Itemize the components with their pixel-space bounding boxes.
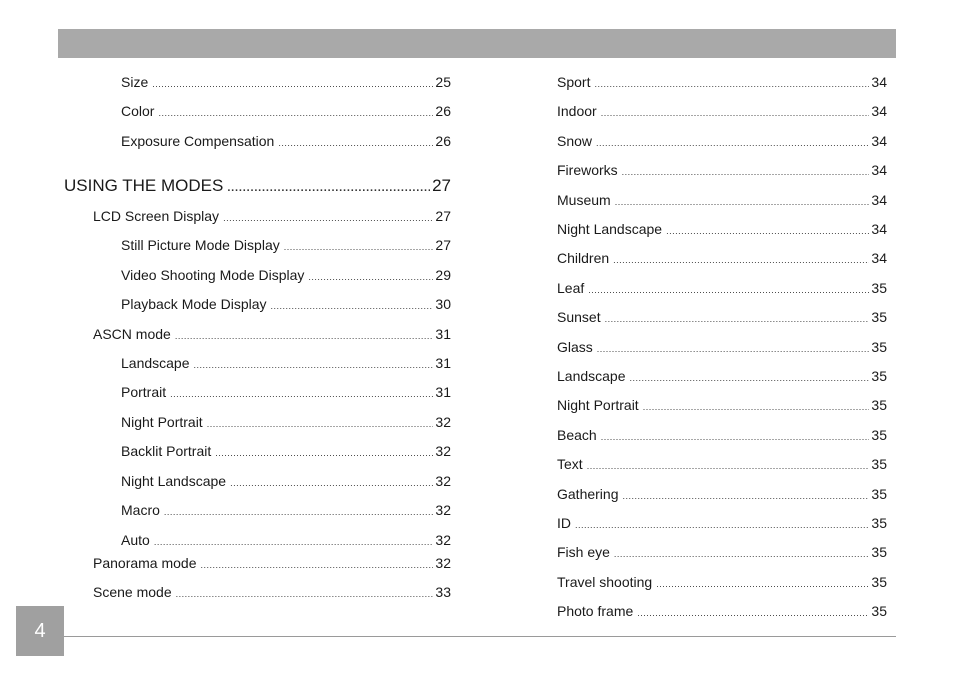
dot-leader (666, 221, 869, 241)
toc-entry-label: Backlit Portrait (121, 443, 212, 459)
toc-entry-label: Glass (557, 339, 593, 355)
toc-entry-page: 26 (435, 133, 451, 149)
toc-entry-page: 32 (435, 473, 451, 489)
toc-entry[interactable] (121, 412, 451, 432)
header-bar (58, 29, 896, 58)
footer-rule (58, 636, 896, 637)
toc-entry-page: 32 (435, 443, 451, 459)
toc-entry[interactable] (93, 553, 451, 573)
toc-entry-label: Gathering (557, 486, 619, 502)
toc-entry-page: 35 (871, 515, 887, 531)
toc-entry[interactable] (557, 454, 887, 474)
toc-entry[interactable] (557, 307, 887, 327)
toc-entry[interactable] (121, 294, 451, 314)
toc-entry-label: Fish eye (557, 544, 610, 560)
toc-entry[interactable] (557, 572, 887, 592)
toc-entry-page: 33 (435, 584, 451, 600)
toc-entry[interactable] (121, 265, 451, 285)
dot-leader (158, 103, 433, 123)
toc-entry-label: Night Landscape (121, 473, 227, 489)
dot-leader (613, 250, 869, 270)
dot-leader (588, 280, 869, 300)
toc-entry-label: Landscape (557, 368, 626, 384)
toc-entry-page: 35 (871, 456, 887, 472)
toc-entry-label: Text (557, 456, 583, 472)
toc-entry-page: 35 (871, 339, 887, 355)
toc-entry-page: 27 (435, 237, 451, 253)
dot-leader (601, 103, 870, 123)
toc-entry-label: Beach (557, 427, 597, 443)
toc-entry-label: ID (557, 515, 571, 531)
toc-entry-page: 35 (871, 574, 887, 590)
dot-leader (215, 443, 433, 463)
toc-entry-page: 31 (435, 384, 451, 400)
toc-heading-page: 27 (432, 176, 451, 195)
dot-leader (227, 176, 430, 200)
dot-leader (164, 502, 434, 522)
toc-entry-label: Photo frame (557, 603, 634, 619)
toc-entry-page: 35 (871, 486, 887, 502)
toc-entry[interactable] (121, 441, 451, 461)
toc-entry[interactable] (557, 101, 887, 121)
dot-leader (170, 384, 433, 404)
toc-entry-label: Children (557, 250, 610, 266)
toc-entry-label: Indoor (557, 103, 597, 119)
toc-entry-label: Night Portrait (121, 414, 203, 430)
toc-entry-label: Landscape (121, 355, 190, 371)
dot-leader (601, 427, 870, 447)
toc-entry-page: 34 (871, 103, 887, 119)
toc-entry[interactable] (557, 337, 887, 357)
toc-entry-label: Snow (557, 133, 593, 149)
dot-leader (605, 309, 870, 329)
toc-entry-label: LCD Screen Display (93, 208, 220, 224)
toc-entry-label: Night Portrait (557, 397, 639, 413)
toc-entry-label: Fireworks (557, 162, 618, 178)
dot-leader (615, 192, 870, 212)
dot-leader (284, 237, 434, 257)
toc-heading-label: USING THE MODES (64, 176, 224, 195)
dot-leader (614, 544, 870, 564)
toc-entry-page: 35 (871, 368, 887, 384)
toc-entry-page: 34 (871, 162, 887, 178)
toc-entry-page: 32 (435, 502, 451, 518)
dot-leader (637, 603, 869, 623)
dot-leader (176, 584, 434, 604)
toc-entry[interactable] (557, 425, 887, 445)
toc-entry-page: 34 (871, 192, 887, 208)
toc-entry-label: Sunset (557, 309, 601, 325)
toc-entry[interactable] (557, 601, 887, 621)
toc-entry-label: Macro (121, 502, 160, 518)
dot-leader (587, 456, 870, 476)
toc-entry-page: 30 (435, 296, 451, 312)
toc-entry-label: Exposure Compensation (121, 133, 275, 149)
toc-entry-label: Panorama mode (93, 555, 197, 571)
toc-entry-page: 35 (871, 397, 887, 413)
toc-entry[interactable] (557, 248, 887, 268)
toc-entry-label: Video Shooting Mode Display (121, 267, 305, 283)
toc-entry[interactable] (121, 500, 451, 520)
dot-leader (278, 133, 433, 153)
dot-leader (308, 267, 433, 287)
toc-entry-label: Still Picture Mode Display (121, 237, 280, 253)
toc-entry[interactable] (557, 131, 887, 151)
toc-entry[interactable] (557, 542, 887, 562)
toc-entry-label: Scene mode (93, 584, 172, 600)
toc-entry-page: 26 (435, 103, 451, 119)
toc-entry-label: Sport (557, 74, 591, 90)
dot-leader (230, 473, 433, 493)
page-number-badge: 4 (16, 606, 64, 656)
dot-leader (594, 74, 869, 94)
toc-entry-page: 31 (435, 326, 451, 342)
toc-entry-page: 27 (435, 208, 451, 224)
toc-entry-label: ASCN mode (93, 326, 171, 342)
toc-entry-label: Museum (557, 192, 611, 208)
toc-entry-page: 34 (871, 133, 887, 149)
dot-leader (175, 326, 434, 346)
toc-entry[interactable] (121, 382, 451, 402)
dot-leader (596, 133, 869, 153)
toc-entry[interactable] (557, 72, 887, 92)
toc-entry[interactable] (121, 471, 451, 491)
dot-leader (622, 162, 870, 182)
dot-leader (271, 296, 434, 316)
toc-entry-label: Travel shooting (557, 574, 653, 590)
dot-leader (201, 555, 434, 575)
dot-leader (223, 208, 433, 228)
toc-entry-page: 25 (435, 74, 451, 90)
toc-entry[interactable] (557, 160, 887, 180)
toc-entry[interactable] (557, 219, 887, 239)
toc-entry[interactable] (557, 190, 887, 210)
toc-entry-page: 35 (871, 427, 887, 443)
toc-entry-page: 29 (435, 267, 451, 283)
dot-leader (152, 74, 433, 94)
toc-entry[interactable] (557, 513, 887, 533)
toc-entry-label: Night Landscape (557, 221, 663, 237)
toc-entry-page: 34 (871, 221, 887, 237)
toc-entry-label: Auto (121, 532, 150, 548)
dot-leader (656, 574, 869, 594)
dot-leader (194, 355, 434, 375)
toc-entry-page: 35 (871, 309, 887, 325)
toc-entry[interactable] (121, 530, 451, 550)
toc-entry[interactable] (93, 206, 451, 226)
dot-leader (643, 397, 870, 417)
toc-entry[interactable] (121, 235, 451, 255)
toc-entry-label: Playback Mode Display (121, 296, 267, 312)
toc-entry-page: 32 (435, 414, 451, 430)
dot-leader (207, 414, 434, 434)
dot-leader (597, 339, 870, 359)
toc-entry-label: Color (121, 103, 155, 119)
toc-entry-page: 35 (871, 280, 887, 296)
toc-entry-label: Portrait (121, 384, 167, 400)
toc-entry-page: 35 (871, 603, 887, 619)
toc-entry[interactable] (557, 395, 887, 415)
dot-leader (622, 486, 869, 506)
toc-entry[interactable] (557, 366, 887, 386)
toc-entry[interactable] (557, 278, 887, 298)
toc-entry[interactable] (557, 484, 887, 504)
toc-entry-page: 32 (435, 532, 451, 548)
toc-entry-page: 34 (871, 74, 887, 90)
toc-entry[interactable] (93, 582, 451, 602)
toc-entry[interactable] (93, 324, 451, 344)
toc-entry-page: 34 (871, 250, 887, 266)
dot-leader (575, 515, 869, 535)
toc-entry[interactable] (121, 353, 451, 373)
toc-entry-page: 35 (871, 544, 887, 560)
toc-entry-label: Size (121, 74, 149, 90)
toc-heading[interactable] (64, 174, 451, 198)
toc-entry-page: 31 (435, 355, 451, 371)
toc-entry[interactable] (121, 131, 451, 151)
dot-leader (154, 532, 434, 552)
toc-entry[interactable] (121, 72, 451, 92)
toc-entry-label: Leaf (557, 280, 585, 296)
toc-entry[interactable] (121, 101, 451, 121)
toc-entry-page: 32 (435, 555, 451, 571)
dot-leader (630, 368, 870, 388)
